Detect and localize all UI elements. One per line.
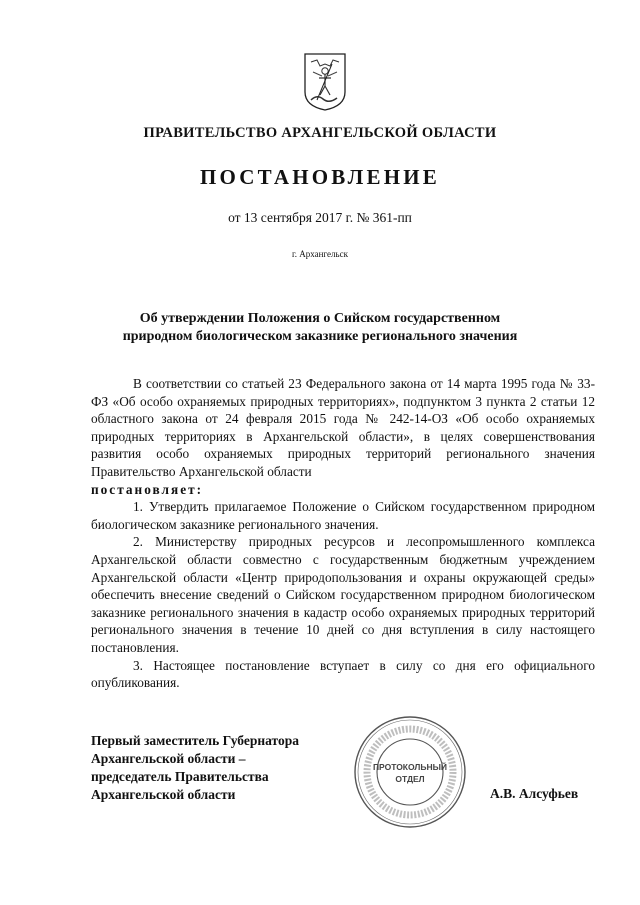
stamp-text-line-2: ОТДЕЛ [395, 774, 425, 784]
subject-line-2: природном биологическом заказнике регионального значения [122, 329, 518, 344]
item-1-paragraph: 1. Утвердить прилагаемое Положение о Сийском государственном природном биологическом заказнике регионального значения. [91, 499, 595, 532]
subject-line-1: Об утверждении Положения о Сийском государственном [139, 311, 501, 326]
resolves-colon: : [196, 481, 204, 497]
government-title: ПРАВИТЕЛЬСТВО АРХАНГЕЛЬСКОЙ ОБЛАСТИ [143, 125, 497, 141]
city: г. Архангельск [292, 249, 348, 259]
resolves-line [91, 481, 595, 499]
preamble-paragraph: В соответствии со статьей 23 Федерального закона от 14 марта 1995 года № 33-ФЗ «Об особо охраняемых природных территориях», подпунктом 3 пункта 2 статьи 12 областного закона от 24 февраля 2015 года № 242-14-ОЗ «Об особо охраняемых природных территориях в Архангельской области», в целях совершенствования развития особо охраняемых природных территорий регионального значения Правительство Архангельской области [91, 376, 595, 479]
signatory-position [91, 732, 299, 804]
document-body [91, 375, 595, 692]
item-3-paragraph: 3. Настоящее постановление вступает в силу со дня его официального опубликования. [91, 657, 595, 691]
official-stamp [352, 714, 468, 830]
item-2-paragraph: 2. Министерству природных ресурсов и лесопромышленного комплекса Архангельской области совместно с государственным бюджетным учреждением Архангельской области «Центр природопользования и охраны окружающей среды» обеспечить внесение сведений о Сийском государственном природном биологическом заказнике регионального значения в кадастр особо охраняемых природных территорий регионального значения в течение 10 дней со дня вступления в силу настоящего постановления. [91, 534, 595, 655]
coat-of-arms-icon [303, 52, 347, 112]
position-line-1: Первый заместитель Губернатора [91, 733, 299, 748]
stamp-text-line-1: ПРОТОКОЛЬНЫЙ [372, 762, 448, 772]
document-subject [90, 310, 550, 346]
date-and-number: от 13 сентября 2017 г. № 361-пп [228, 210, 412, 225]
signatory-name: А.В. Алсуфьев [490, 786, 579, 801]
document-type: ПОСТАНОВЛЕНИЕ [199, 165, 441, 189]
position-line-4: Архангельской области [91, 787, 236, 802]
resolves-word: постановляет [91, 481, 197, 497]
position-line-3: председатель Правительства [91, 769, 269, 784]
position-line-2: Архангельской области – [91, 751, 246, 766]
